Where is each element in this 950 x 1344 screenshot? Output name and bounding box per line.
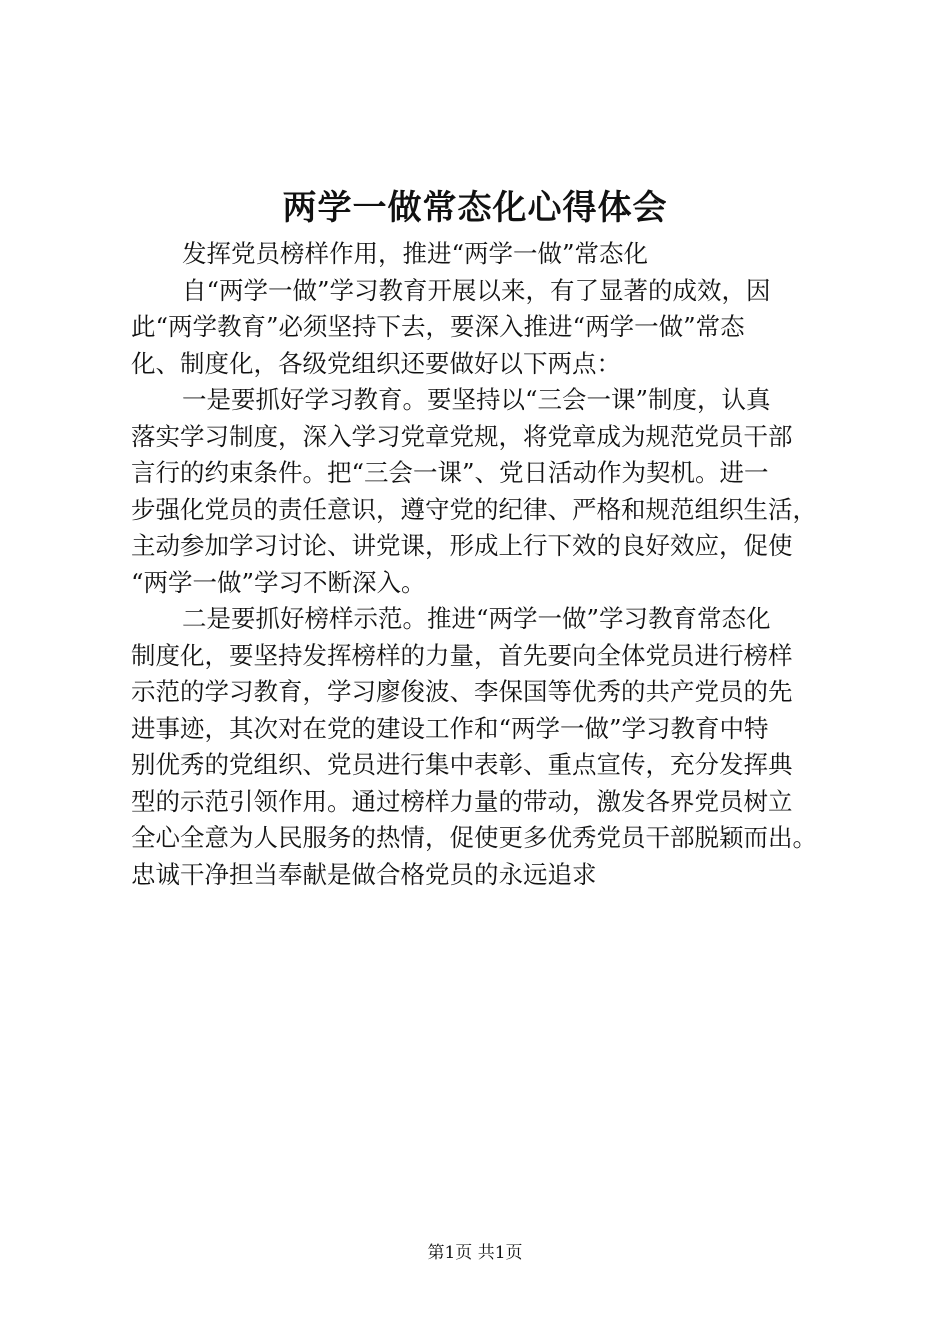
body-line: 落实学习制度，深入学习党章党规，将党章成为规范党员干部 [131,421,793,451]
body-line: 一是要抓好学习教育。要坚持以“三会一课”制度，认真 [182,385,771,414]
body-line: 二是要抓好榜样示范。推进“两学一做”学习教育常态化 [182,604,771,633]
body-line: 此“两学教育”必须坚持下去，要深入推进“两学一做”常态 [131,312,745,341]
body-line: 型的示范引领作用。通过榜样力量的带动，激发各界党员树立 [131,786,793,816]
document-title: 两学一做常态化心得体会 [282,188,668,228]
body-line: 步强化党员的责任意识，遵守党的纪律、严格和规范组织生活， [131,494,817,524]
page-footer: 第1页 共1页 [427,1243,523,1263]
body-line: 自“两学一做”学习教育开展以来，有了显著的成效，因 [182,275,771,305]
body-line: “两学一做”学习不断深入。 [131,567,426,597]
body-line: 进事迹，其次对在党的建设工作和“两学一做”学习教育中特 [131,713,769,743]
body-line: 示范的学习教育，学习廖俊波、李保国等优秀的共产党员的先 [131,677,793,706]
body-line: 发挥党员榜样作用，推进“两学一做”常态化 [182,239,649,268]
body-line: 全心全意为人民服务的热情，促使更多优秀党员干部脱颖而出。 [131,823,817,852]
body-line: 言行的约束条件。把“三会一课”、党日活动作为契机。进一 [131,458,769,487]
document-body [131,236,831,893]
body-line: 化、制度化，各级党组织还要做好以下两点： [131,348,621,378]
body-line: 忠诚干净担当奉献是做合格党员的永远追求 [131,859,597,889]
body-line: 主动参加学习讨论、讲党课，形成上行下效的良好效应，促使 [131,531,793,560]
body-line: 制度化，要坚持发挥榜样的力量，首先要向全体党员进行榜样 [131,640,793,670]
body-line: 别优秀的党组织、党员进行集中表彰、重点宣传，充分发挥典 [131,750,793,779]
